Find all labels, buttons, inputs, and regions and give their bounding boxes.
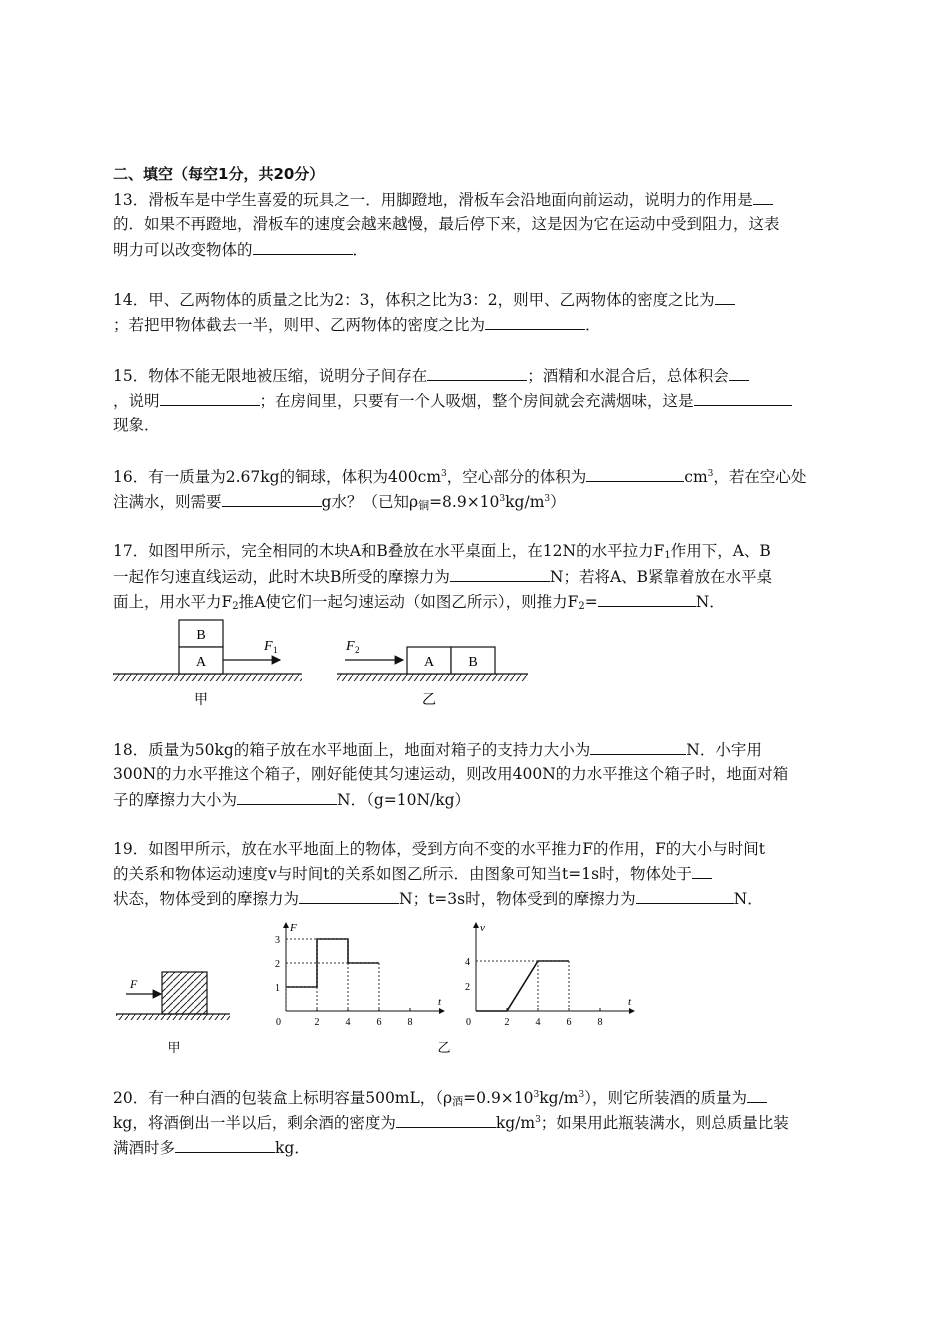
- q16-line1: [113, 465, 806, 488]
- q19-text: N．: [733, 890, 763, 908]
- q13-text: 明力可以改变物体的: [113, 241, 253, 259]
- q20-text: 满酒时多: [113, 1139, 176, 1157]
- superscript: 3: [544, 494, 551, 504]
- answer-blank[interactable]: [586, 465, 684, 482]
- answer-blank[interactable]: [636, 887, 734, 904]
- block-b-label: B: [468, 655, 478, 670]
- x-tick-label: 4: [535, 1017, 541, 1028]
- q18-line1: [113, 738, 762, 761]
- q20-text: =0.9×10: [463, 1089, 534, 1107]
- force-f2-sub: 2: [355, 645, 360, 655]
- q15-line1: [113, 364, 749, 387]
- q19-line1: 19．如图甲所示，放在水平地面上的物体，受到方向不变的水平推力F的作用，F的大小与时间t: [113, 840, 765, 858]
- answer-blank[interactable]: [299, 887, 399, 904]
- origin-label: 0: [276, 1017, 281, 1028]
- ground-hatch: [337, 674, 528, 681]
- q16-text: 注满水，则需要: [113, 493, 222, 511]
- y-tick-label: 2: [465, 982, 470, 993]
- superscript: 3: [533, 1090, 540, 1100]
- section-title: 二、填空（每空1分，共20分）: [113, 165, 325, 183]
- q20-text: ），则它所装酒的质量为: [584, 1089, 747, 1107]
- block-a-label: A: [423, 655, 435, 670]
- answer-blank[interactable]: [253, 238, 353, 255]
- q13-end: ．: [352, 241, 369, 259]
- q15-text: ；在房间里，只要有一个人吸烟，整个房间就会充满烟味，这是: [259, 392, 694, 410]
- label-yi: 乙: [422, 693, 436, 708]
- x-tick-label: 8: [407, 1017, 413, 1028]
- q18-text: N．小宇用: [686, 741, 762, 759]
- q14-text: 14．甲、乙两物体的质量之比为2：3，体积之比为3：2，则甲、乙两物体的密度之比为: [113, 291, 715, 309]
- q19-graphs: [260, 915, 630, 1060]
- ground-hatch: [113, 674, 302, 681]
- q17-text: 一起作匀速直线运动，此时木块B所受的摩擦力为: [113, 568, 450, 586]
- q18-text: 18．质量为50kg的箱子放在水平地面上，地面对箱子的支持力大小为: [113, 741, 591, 759]
- answer-blank[interactable]: [222, 490, 322, 507]
- x-tick-label: 8: [597, 1017, 603, 1028]
- q16-text: g水？（已知ρ: [321, 493, 419, 511]
- q20-line1: [113, 1086, 767, 1109]
- q15-line3: 现象．: [113, 416, 160, 434]
- y-tick-label: 1: [275, 983, 280, 994]
- q13-line1: [113, 188, 773, 211]
- q15-text: ；酒精和水混合后，总体积会: [527, 367, 729, 385]
- answer-blank[interactable]: [237, 788, 337, 805]
- q18-text: 子的摩擦力大小为: [113, 791, 238, 809]
- q13-line3: [113, 238, 368, 261]
- q13-line2: 的．如果不再蹬地，滑板车的速度会越来越慢，最后停下来，这是因为它在运动中受到阻力，这表: [113, 215, 780, 233]
- force-f1-sub: 1: [273, 645, 278, 655]
- q20-text: kg/m: [539, 1089, 579, 1107]
- q15-text: 15．物体不能无限地被压缩，说明分子间存在: [113, 367, 428, 385]
- label-yi: 乙: [437, 1040, 451, 1055]
- q19-text: 的关系和物体运动速度v与时间t的关系如图乙所示．由图象可知当t=1s时，物体处于: [113, 865, 693, 883]
- label-jia: 甲: [194, 693, 208, 708]
- answer-blank[interactable]: [729, 364, 749, 381]
- q13-text: 13．滑板车是中学生喜爱的玩具之一．用脚蹬地，滑板车会沿地面向前运动，说明力的作用是: [113, 191, 753, 209]
- origin-label: 0: [466, 1017, 471, 1028]
- subscript: 铜: [418, 499, 430, 512]
- q18-text: N．（g=10N/kg）: [337, 791, 471, 809]
- ground-hatch: [116, 1014, 230, 1020]
- q16-text: 16．有一质量为2.67kg的铜球，体积为400cm: [113, 468, 442, 486]
- q14-line2: [113, 313, 601, 336]
- superscript: 3: [441, 469, 447, 479]
- q17-text: 面上，用水平力F: [113, 593, 233, 611]
- q16-text: =8.9×10: [429, 493, 500, 511]
- superscript: 3: [578, 1090, 585, 1100]
- subscript: 2: [578, 601, 585, 612]
- x-tick-label: 2: [504, 1017, 510, 1028]
- q20-text: kg/m: [495, 1114, 536, 1132]
- answer-blank[interactable]: [396, 1111, 496, 1128]
- series-line: [476, 961, 569, 1011]
- q14-end: ．: [585, 316, 601, 334]
- t-axis-label: t: [438, 996, 442, 1008]
- q14-line1: [113, 288, 735, 311]
- answer-blank[interactable]: [590, 738, 686, 755]
- q16-unit: cm: [684, 468, 708, 486]
- answer-blank[interactable]: [175, 1136, 275, 1153]
- q15-line2: [113, 389, 792, 412]
- answer-blank[interactable]: [694, 389, 792, 406]
- q20-text: kg，将酒倒出一半以后，剩余酒的密度为: [113, 1114, 396, 1132]
- q20-text: ；如果用此瓶装满水，则总质量比装: [540, 1114, 789, 1132]
- answer-blank[interactable]: [692, 862, 712, 879]
- x-tick-label: 2: [314, 1017, 320, 1028]
- y-tick-label: 2: [275, 959, 280, 970]
- answer-blank[interactable]: [450, 565, 550, 582]
- q16-text: ，空心部分的体积为: [446, 468, 587, 486]
- q20-line2: [113, 1111, 789, 1134]
- push-force-label: F: [130, 977, 138, 991]
- q20-line3: [113, 1136, 310, 1159]
- t-axis-label: t: [628, 996, 632, 1008]
- q17-line1: [113, 540, 771, 562]
- q19-object-figure: [110, 960, 240, 1060]
- q16-text: ）: [550, 493, 566, 511]
- label-jia: 甲: [167, 1040, 181, 1055]
- v-t-graph: [465, 922, 634, 1028]
- q16-line2: [113, 490, 566, 513]
- q18-line2: 300N的力水平推这个箱子，刚好能使其匀速运动，则改用400N的力水平推这个箱子时，地面对箱: [113, 765, 789, 783]
- x-tick-label: 6: [566, 1017, 572, 1028]
- q17-figure: [100, 612, 540, 712]
- q16-text: kg/m: [505, 493, 545, 511]
- answer-blank[interactable]: [485, 313, 585, 330]
- answer-blank[interactable]: [753, 188, 773, 205]
- answer-blank[interactable]: [715, 288, 735, 305]
- superscript: 3: [707, 469, 714, 479]
- q18-line3: [113, 788, 470, 811]
- f-t-graph: [275, 922, 444, 1028]
- subscript: 酒: [452, 1095, 464, 1108]
- q17-line2: [113, 565, 772, 588]
- q17-text: 推A使它们一起匀速运动（如图乙所示），则推力F: [238, 593, 579, 611]
- q17-text: =: [584, 593, 598, 611]
- q17-text: N．: [695, 593, 725, 611]
- superscript: 3: [499, 494, 506, 504]
- q19-text: 状态，物体受到的摩擦力为: [113, 890, 300, 908]
- x-tick-label: 6: [376, 1017, 382, 1028]
- q20-text: 20．有一种白酒的包装盒上标明容量500mL，（ρ: [113, 1089, 453, 1107]
- force-f1-label: F: [264, 639, 273, 654]
- subscript: 1: [664, 550, 671, 561]
- q15-text: ，说明: [113, 392, 160, 410]
- y-tick-label: 3: [275, 935, 280, 946]
- q17-text: 作用下，A、B: [670, 542, 771, 560]
- subscript: 2: [232, 601, 239, 612]
- q19-line2: [113, 862, 712, 885]
- q17-text: 17．如图甲所示，完全相同的木块A和B叠放在水平桌面上，在12N的水平拉力F: [113, 542, 665, 560]
- q14-text: ；若把甲物体截去一半，则甲、乙两物体的密度之比为: [113, 316, 486, 334]
- answer-blank[interactable]: [160, 389, 260, 406]
- force-f2-label: F: [346, 639, 355, 654]
- answer-blank[interactable]: [747, 1086, 767, 1103]
- q17-line3: [113, 590, 725, 613]
- y-tick-label: 4: [465, 957, 470, 968]
- block-b-label: B: [196, 628, 206, 643]
- answer-blank[interactable]: [427, 364, 527, 381]
- block-a-label: A: [195, 655, 207, 670]
- q17-text: N；若将A、B紧靠着放在水平桌: [549, 568, 773, 586]
- f-axis-label: F: [290, 922, 297, 934]
- q19-text: N；t=3s时，物体受到的摩擦力为: [399, 890, 636, 908]
- q20-text: kg．: [275, 1139, 310, 1157]
- answer-blank[interactable]: [598, 590, 696, 607]
- v-axis-label: v: [480, 922, 485, 934]
- q16-text: ，若在空心处: [713, 468, 807, 486]
- object-box: [162, 972, 207, 1014]
- q19-line3: [113, 887, 763, 910]
- x-tick-label: 4: [345, 1017, 351, 1028]
- superscript: 3: [535, 1115, 541, 1125]
